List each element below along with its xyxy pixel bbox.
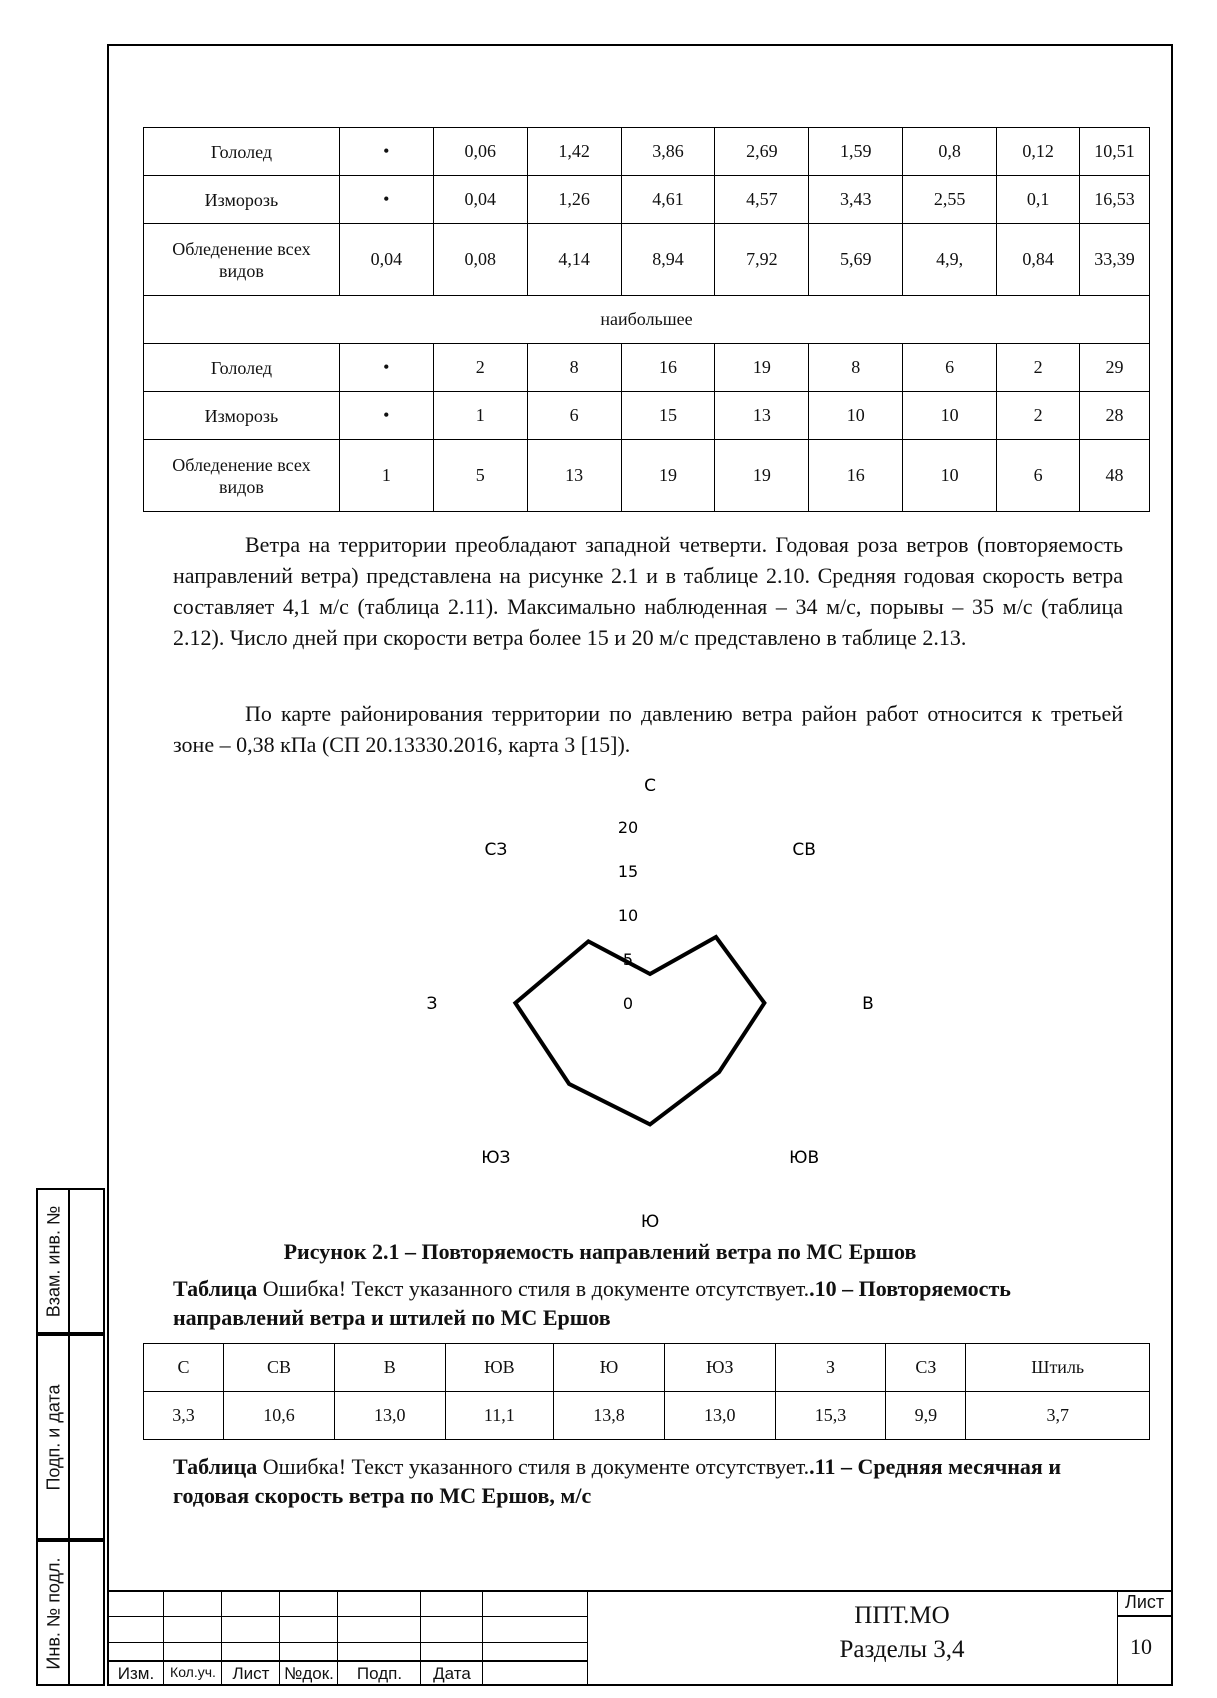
- side-label-signature-date: Подп. и дата: [43, 1383, 64, 1491]
- icing-table: [143, 127, 1150, 512]
- table-cell: •: [339, 392, 433, 440]
- title-block: [107, 1590, 1173, 1686]
- side-stamp-original: [36, 1540, 105, 1686]
- column-header: С: [144, 1344, 224, 1392]
- table-row: [144, 296, 1150, 344]
- column-header: СВ: [224, 1344, 335, 1392]
- table-cell: 5,69: [809, 224, 903, 296]
- direction-label: СЗ: [484, 839, 508, 860]
- table-cell: 2,55: [903, 176, 997, 224]
- wind-direction-table: [143, 1343, 1150, 1440]
- side-stamp-signature: [36, 1334, 105, 1540]
- table10-caption: Таблица Ошибка! Текст указанного стиля в документе отсутствует..10 – Повторяемость направлений ветра и штилей по МС Ершов: [173, 1276, 1011, 1330]
- radial-tick-label: 5: [622, 950, 634, 969]
- radial-tick-label: 10: [617, 906, 639, 925]
- stamp-column-label: Лист: [232, 1664, 270, 1683]
- table-cell: 0,04: [433, 176, 527, 224]
- direction-label: Ю: [640, 1212, 660, 1232]
- table-cell: 8,94: [621, 224, 715, 296]
- table-cell: 7,92: [715, 224, 809, 296]
- table-cell: 16: [809, 440, 903, 512]
- table-cell: 0,04: [339, 224, 433, 296]
- table-cell: 8: [809, 344, 903, 392]
- table-section-header: наибольшее: [144, 296, 1150, 344]
- table-cell: 2,69: [715, 128, 809, 176]
- table-cell: 10: [809, 392, 903, 440]
- table-cell: 1: [433, 392, 527, 440]
- column-header: ЮЗ: [664, 1344, 775, 1392]
- table-cell: 1,59: [809, 128, 903, 176]
- row-label: Обледенение всех видов: [144, 440, 340, 512]
- stamp-column-label: Подп.: [356, 1664, 403, 1683]
- row-label: Обледенение всех видов: [144, 224, 340, 296]
- table-cell: •: [339, 344, 433, 392]
- table-cell: 5: [433, 440, 527, 512]
- sheet-label: Лист: [1125, 1592, 1165, 1612]
- direction-label: З: [426, 994, 438, 1014]
- doc-section: Разделы 3,4: [839, 1636, 965, 1663]
- table-row: [144, 344, 1150, 392]
- table-cell: 33,39: [1080, 224, 1150, 296]
- table-cell: 6: [527, 392, 621, 440]
- table-cell: 13: [715, 392, 809, 440]
- table-cell: •: [339, 128, 433, 176]
- table-cell: •: [339, 176, 433, 224]
- table-cell: 10,51: [1080, 128, 1150, 176]
- table-cell: 16,53: [1080, 176, 1150, 224]
- figure-caption: Рисунок 2.1 – Повторяемость направлений ветра по МС Ершов: [283, 1239, 917, 1264]
- table-cell: 1: [339, 440, 433, 512]
- table-cell: 2: [433, 344, 527, 392]
- table-cell: 11,1: [445, 1392, 554, 1440]
- table-cell: 6: [997, 440, 1080, 512]
- table-cell: 19: [715, 440, 809, 512]
- radial-tick-label: 20: [617, 818, 639, 837]
- sheet-number: 10: [1130, 1634, 1152, 1659]
- table-cell: 4,9,: [903, 224, 997, 296]
- table-cell: 10: [903, 440, 997, 512]
- wind-rose-series-line: [515, 937, 764, 1124]
- table-cell: 3,3: [144, 1392, 224, 1440]
- direction-label: В: [862, 994, 874, 1014]
- table-cell: 10: [903, 392, 997, 440]
- table-cell: 10,6: [224, 1392, 335, 1440]
- table-row: [144, 128, 1150, 176]
- table-row: [144, 392, 1150, 440]
- table-cell: 19: [715, 344, 809, 392]
- table-row: [144, 176, 1150, 224]
- column-header: З: [775, 1344, 886, 1392]
- table-cell: 13,0: [334, 1392, 445, 1440]
- table-cell: 0,12: [997, 128, 1080, 176]
- table-cell: 0,1: [997, 176, 1080, 224]
- column-header: СЗ: [886, 1344, 966, 1392]
- table-cell: 19: [621, 440, 715, 512]
- direction-label: ЮВ: [789, 1148, 820, 1169]
- table-cell: 0,84: [997, 224, 1080, 296]
- radial-tick-label: 15: [617, 862, 639, 881]
- table-cell: 1,42: [527, 128, 621, 176]
- table-cell: 3,43: [809, 176, 903, 224]
- paragraph-wind: Ветра на территории преобладают западной четверти. Годовая роза ветров (повторяемость направлений ветра) представлена на рисунке 2.1 и в таблице 2.10. Средняя годовая скорость ветра составляет 4,1 м/с (таблица 2.11). Максимально наблюденная – 34 м/с, порывы – 35 м/с (таблица 2.12). Число дней при скорости ветра более 15 и 20 м/с представлено в таблице 2.13.: [173, 532, 1123, 650]
- table-cell: 2: [997, 392, 1080, 440]
- direction-label: СВ: [792, 839, 816, 860]
- column-header: Штиль: [966, 1344, 1150, 1392]
- table-cell: 0,06: [433, 128, 527, 176]
- direction-label: ЮЗ: [481, 1148, 511, 1169]
- doc-code: ППТ.МО: [854, 1602, 950, 1629]
- table-cell: 48: [1080, 440, 1150, 512]
- paragraph-wind-pressure: По карте районирования территории по давлению ветра район работ относится к третьей зоне – 0,38 кПа (СП 20.13330.2016, карта 3 [15]).: [173, 701, 1123, 757]
- wind-rose-chart: [400, 776, 900, 1232]
- table-cell: 13: [527, 440, 621, 512]
- table-cell: 28: [1080, 392, 1150, 440]
- table-cell: 2: [997, 344, 1080, 392]
- row-label: Изморозь: [144, 392, 340, 440]
- stamp-column-label: №док.: [284, 1664, 334, 1683]
- table-cell: 15: [621, 392, 715, 440]
- table-cell: 0,8: [903, 128, 997, 176]
- table-cell: 15,3: [775, 1392, 886, 1440]
- column-header: Ю: [554, 1344, 665, 1392]
- table-cell: 4,14: [527, 224, 621, 296]
- table-cell: 6: [903, 344, 997, 392]
- table-cell: 13,8: [554, 1392, 665, 1440]
- row-label: Изморозь: [144, 176, 340, 224]
- table11-caption: Таблица Ошибка! Текст указанного стиля в документе отсутствует..11 – Средняя месячная и годовая скорость ветра по МС Ершов, м/с: [173, 1454, 1062, 1508]
- side-label-original-inv: Инв. № подл.: [43, 1556, 64, 1670]
- table-cell: 8: [527, 344, 621, 392]
- table-cell: 13,0: [664, 1392, 775, 1440]
- table-cell: 3,7: [966, 1392, 1150, 1440]
- table-cell: 29: [1080, 344, 1150, 392]
- table-cell: 16: [621, 344, 715, 392]
- table-cell: 0,08: [433, 224, 527, 296]
- table-cell: 4,61: [621, 176, 715, 224]
- column-header: ЮВ: [445, 1344, 554, 1392]
- stamp-column-label: Дата: [433, 1664, 471, 1683]
- direction-label: С: [644, 776, 656, 796]
- row-label: Гололед: [144, 128, 340, 176]
- row-label: Гололед: [144, 344, 340, 392]
- table-row: [144, 1392, 1150, 1440]
- table-cell: 4,57: [715, 176, 809, 224]
- stamp-column-label: Кол.уч.: [170, 1664, 216, 1680]
- table-header-row: [144, 1344, 1150, 1392]
- table-row: [144, 224, 1150, 296]
- column-header: В: [334, 1344, 445, 1392]
- table-cell: 1,26: [527, 176, 621, 224]
- table-cell: 9,9: [886, 1392, 966, 1440]
- side-label-replacement-inv: Взам. инв. №: [43, 1205, 64, 1317]
- stamp-column-label: Изм.: [117, 1664, 155, 1683]
- radial-tick-label: 0: [622, 994, 634, 1013]
- table-row: [144, 440, 1150, 512]
- table-cell: 3,86: [621, 128, 715, 176]
